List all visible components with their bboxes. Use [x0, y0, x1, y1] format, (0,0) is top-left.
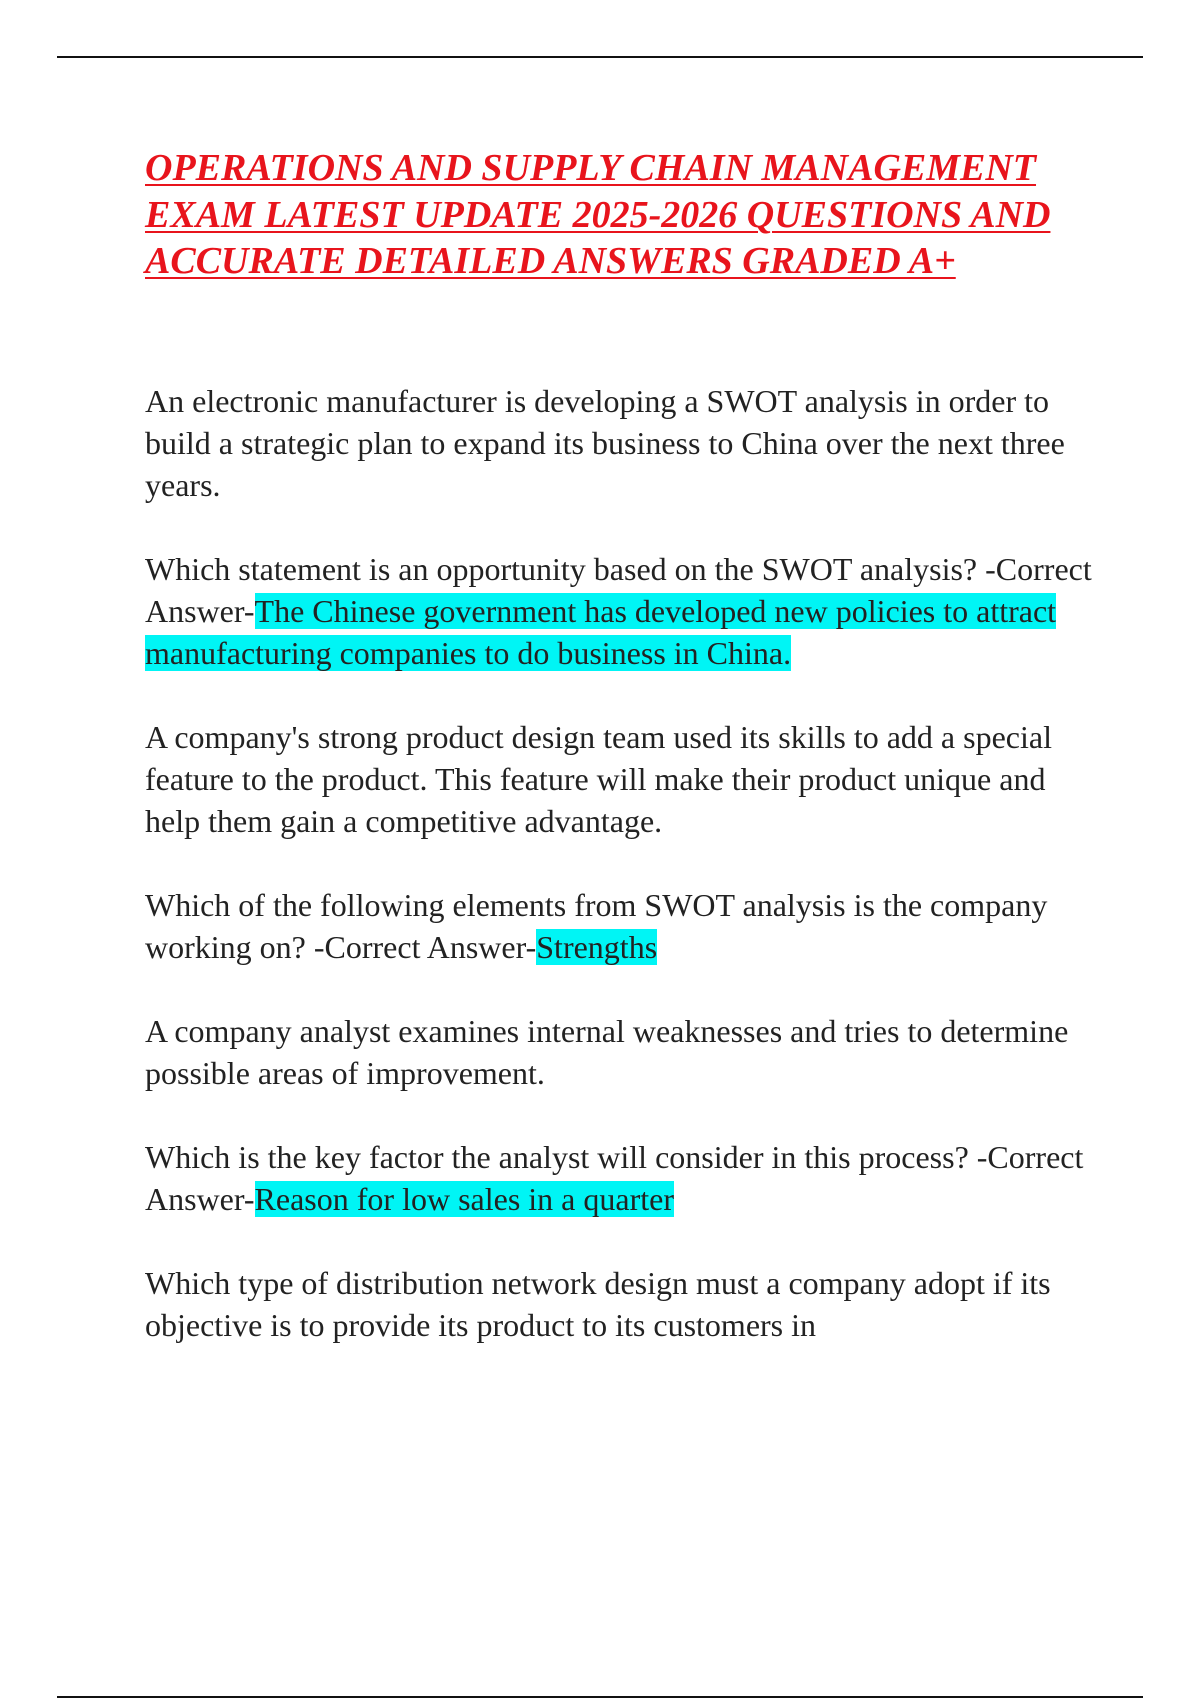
question-context: A company analyst examines internal weaknesses and tries to determine possible areas of improvement.: [145, 1012, 1069, 1091]
bottom-rule: [57, 1696, 1143, 1698]
highlighted-answer: Reason for low sales in a quarter: [254, 1180, 674, 1217]
document-body: [145, 145, 1105, 1388]
document-title: OPERATIONS AND SUPPLY CHAIN MANAGEMENT EXAM LATEST UPDATE 2025-2026 QUESTIONS AND ACCURATE DETAILED ANSWERS GRADED A+: [145, 147, 1051, 282]
question-text: Which statement is an opportunity based on the SWOT analysis? -Correct Answer-: [145, 550, 1092, 629]
question-context: A company's strong product design team used its skills to add a special feature to the product. This feature will make their product unique and help them gain a competitive advantage.: [145, 718, 1052, 839]
question-text: Which is the key factor the analyst will consider in this process? -Correct Answer-: [145, 1138, 1084, 1217]
highlighted-answer: Strengths: [536, 928, 658, 965]
question-with-answer: [145, 884, 1105, 968]
highlighted-answer: The Chinese government has developed new policies to attract manufacturing companies to do business in China.: [145, 592, 1057, 671]
top-rule: [57, 56, 1143, 58]
question-text: Which of the following elements from SWOT analysis is the company working on? -Correct Answer-: [145, 886, 1048, 965]
question-with-answer: [145, 1136, 1105, 1220]
question-context: An electronic manufacturer is developing a SWOT analysis in order to build a strategic plan to expand its business to China over the next three years.: [145, 382, 1065, 503]
question-context: Which type of distribution network design must a company adopt if its objective is to provide its product to its customers in: [145, 1264, 1051, 1343]
question-with-answer: [145, 548, 1105, 674]
